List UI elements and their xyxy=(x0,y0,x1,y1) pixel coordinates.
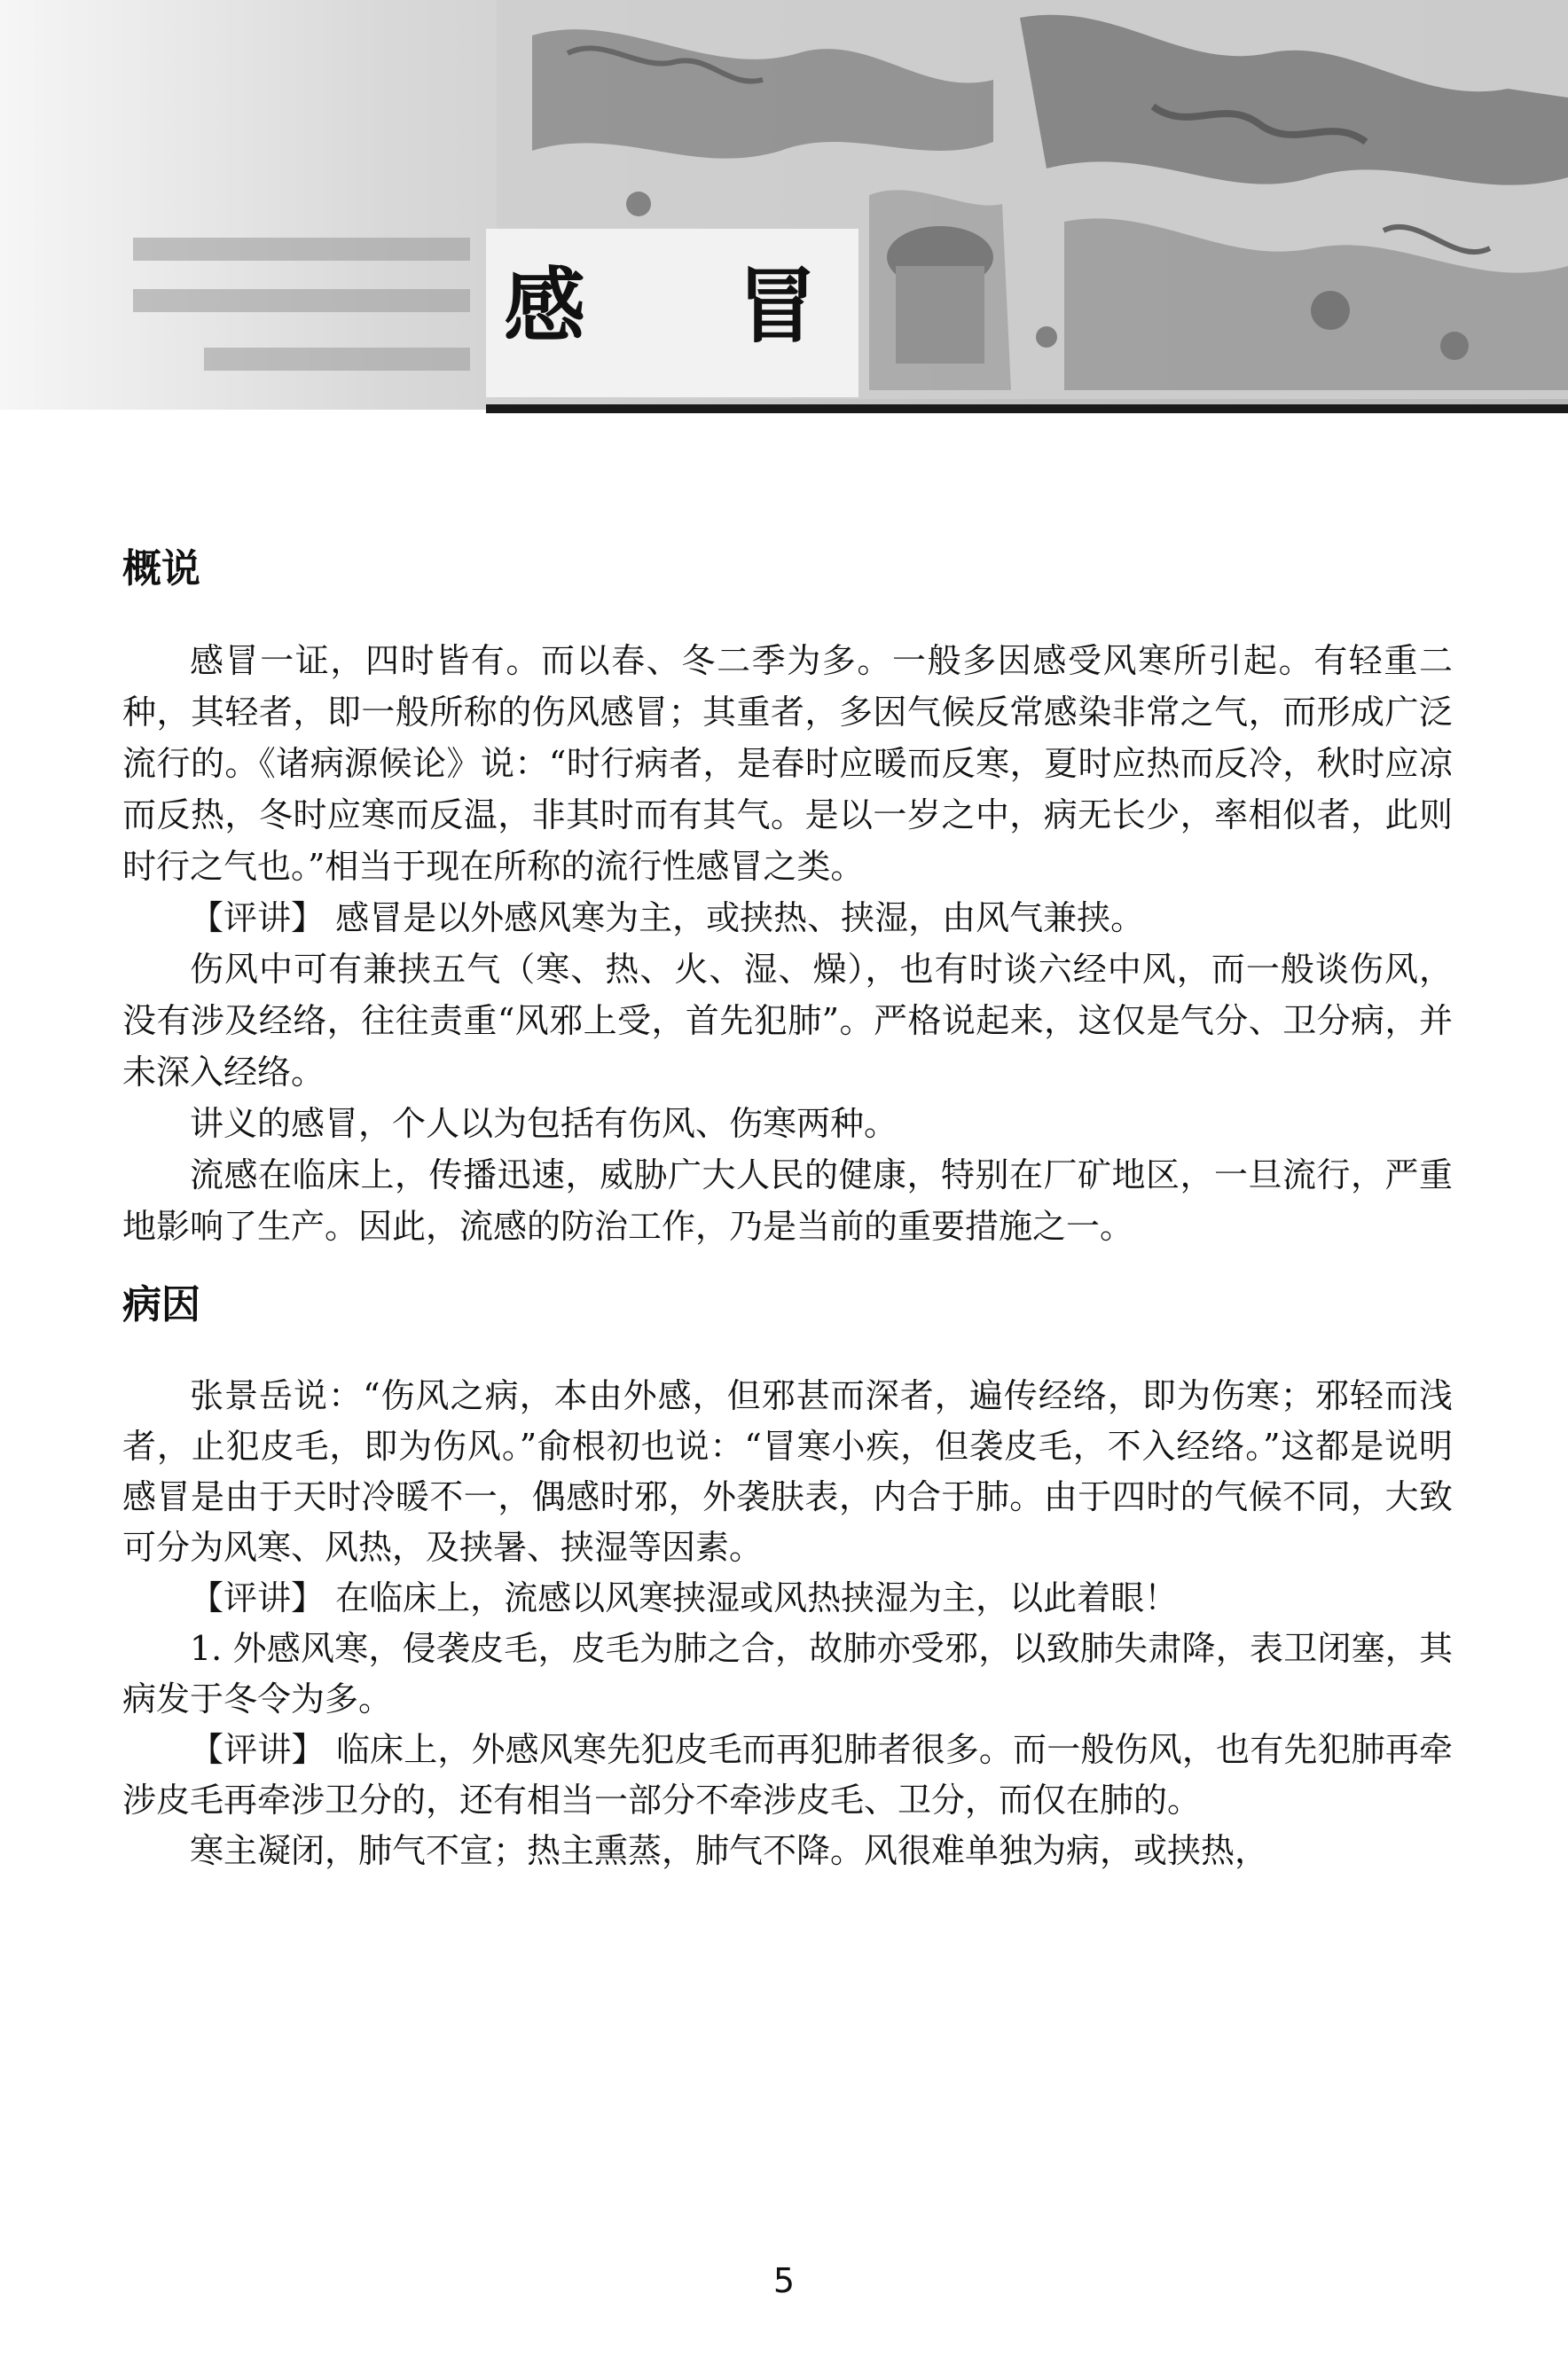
page-content xyxy=(122,546,1453,1876)
chapter-title-char-2: 冒 xyxy=(736,259,819,354)
commentary-paragraph: 【评讲】 感冒是以外感风寒为主，或挟热、挟湿，由风气兼挟。 xyxy=(190,898,1145,937)
numbered-paragraph: 1. 外感风寒，侵袭皮毛，皮毛为肺之合，故肺亦受邪，以致肺失肃降，表卫闭塞，其病发于冬令为多。 xyxy=(122,1629,1453,1718)
paragraph: 感冒一证，四时皆有。而以春、冬二季为多。一般多因感受风寒所引起。有轻重二种，其轻者，即一般所称的伤风感冒；其重者，多因气候反常感染非常之气，而形成广泛流行的。《诸病源候论》说：“时行病者，是春时应暖而反寒，夏时应热而反冷，秋时应凉而反热，冬时应寒而反温，非其时而有其气。是以一岁之中，病无长少，率相似者，此则时行之气也。”相当于现在所称的流行性感冒之类。 xyxy=(122,641,1453,886)
section-heading-etiology: 病因 xyxy=(122,1282,200,1327)
paragraph: 寒主凝闭，肺气不宣；热主熏蒸，肺气不降。风很难单独为病，或挟热， xyxy=(190,1831,1269,1870)
paragraph: 张景岳说：“伤风之病，本由外感，但邪甚而深者，遍传经络，即为伤寒；邪轻而浅者，止犯皮毛，即为伤风。”俞根初也说：“冒寒小疾，但袭皮毛，不入经络。”这都是说明感冒是由于天时冷暖不一，偶感时邪，外袭肤表，内合于肺。由于四时的气候不同，大致可分为风寒、风热，及挟暑、挟湿等因素。 xyxy=(122,1376,1453,1567)
header-rule xyxy=(486,404,1568,413)
paragraph: 伤风中可有兼挟五气（寒、热、火、湿、燥），也有时谈六经中风，而一般谈伤风，没有涉及经络，往往责重“风邪上受，首先犯肺”。严格说起来，这仅是气分、卫分病，并未深入经络。 xyxy=(122,950,1453,1092)
page-number: 5 xyxy=(772,2261,796,2300)
commentary-paragraph: 【评讲】 临床上，外感风寒先犯皮毛而再犯肺者很多。而一般伤风，也有先犯肺再牵涉皮毛再牵涉卫分的，还有相当一部分不牵涉皮毛、卫分，而仅在肺的。 xyxy=(122,1730,1453,1820)
paragraph: 流感在临床上，传播迅速，威胁广大人民的健康，特别在厂矿地区，一旦流行，严重地影响了生产。因此，流感的防治工作，乃是当前的重要措施之一。 xyxy=(122,1155,1453,1246)
commentary-paragraph: 【评讲】 在临床上，流感以风寒挟湿或风热挟湿为主，以此着眼！ xyxy=(190,1578,1179,1617)
paragraph: 讲义的感冒，个人以为包括有伤风、伤寒两种。 xyxy=(190,1104,898,1143)
section-heading-overview: 概说 xyxy=(122,546,200,591)
chapter-title-char-1: 感 xyxy=(504,259,586,354)
